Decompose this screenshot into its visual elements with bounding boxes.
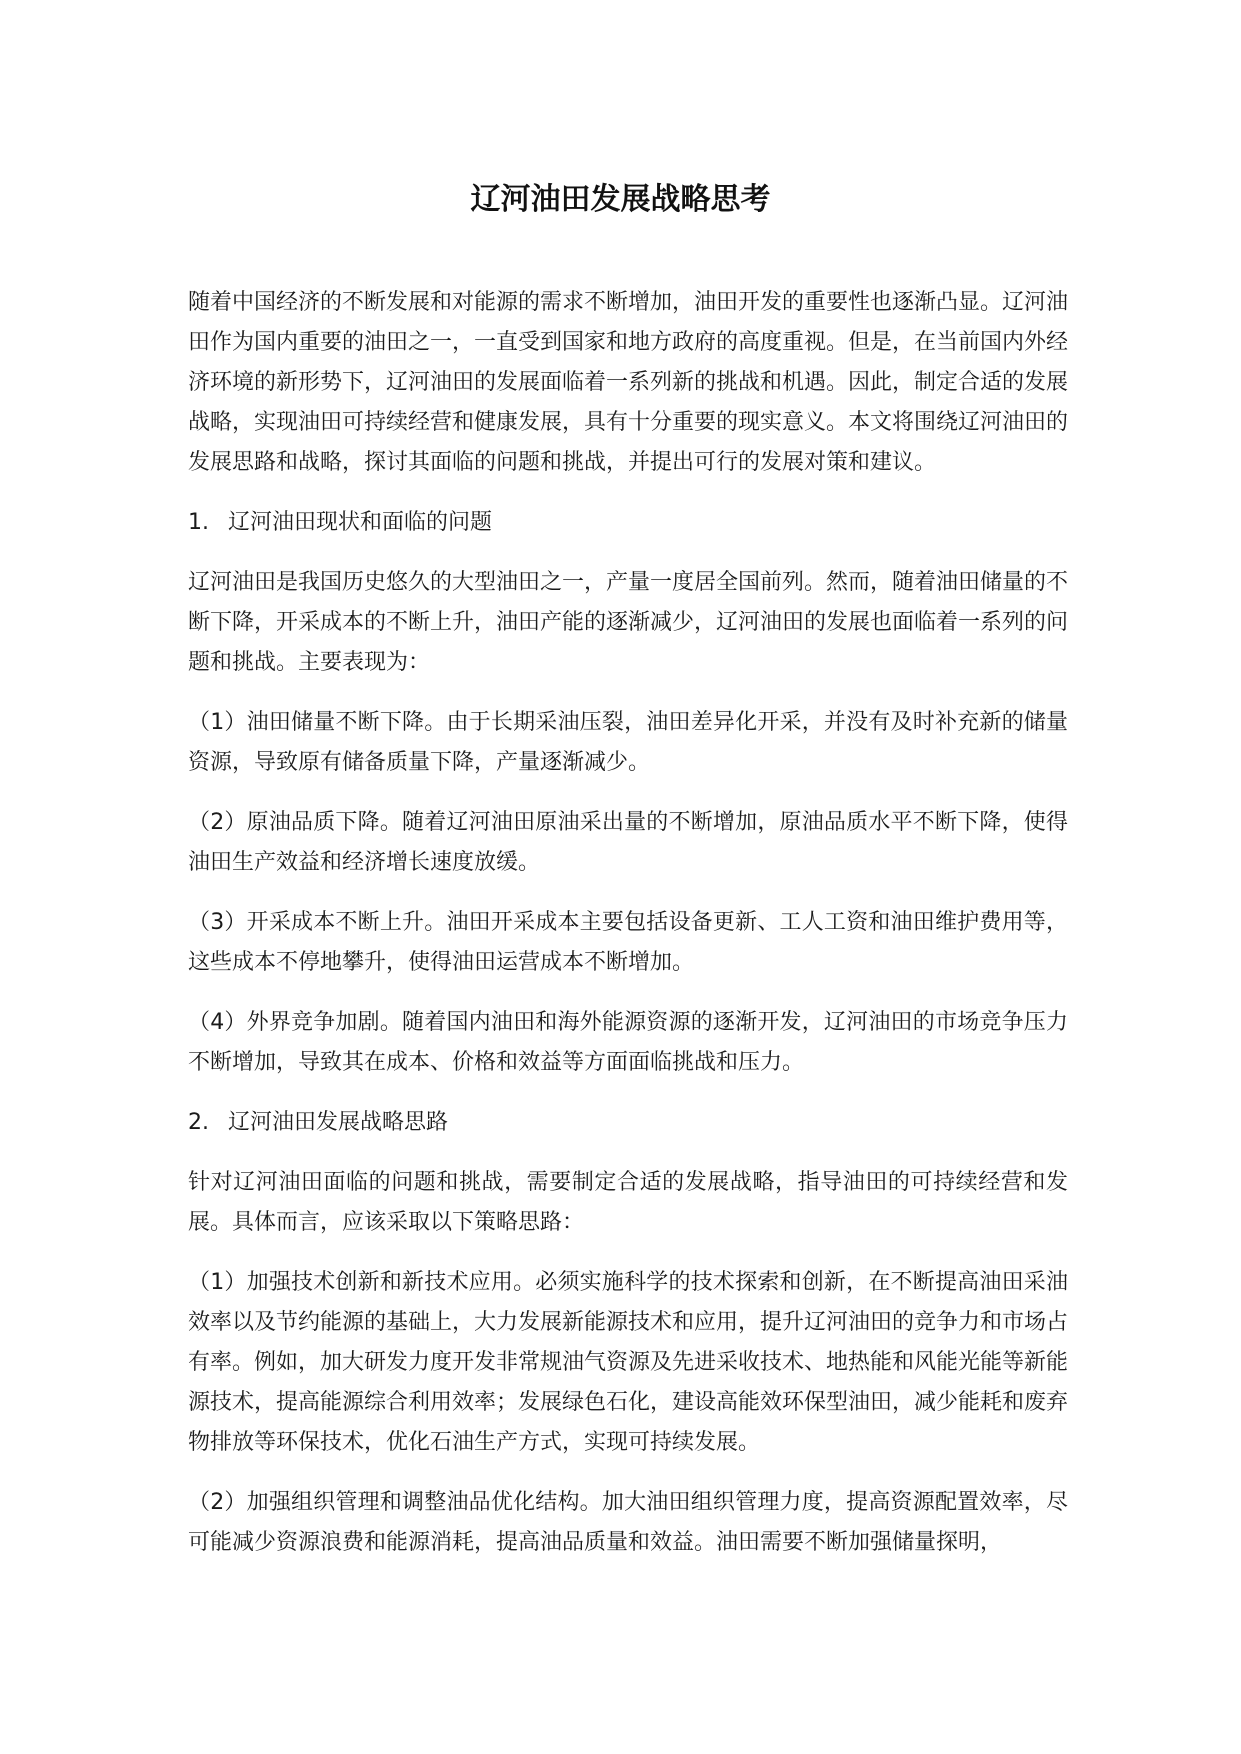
document-title: 辽河油田发展战略思考 [470,182,771,217]
section-2-heading [188,1103,1068,1143]
intro-paragraph: 随着中国经济的不断发展和对能源的需求不断增加，油田开发的重要性也逐渐凸显。辽河油田作为国内重要的油田之一，一直受到国家和地方政府的高度重视。但是，在当前国内外经济环境的新形势下，辽河油田的发展面临着一系列新的挑战和机遇。因此，制定合适的发展战略，实现油田可持续经营和健康发展，具有十分重要的现实意义。本文将围绕辽河油田的发展思路和战略，探讨其面临的问题和挑战，并提出可行的发展对策和建议。 [188,290,1069,475]
section-2-item-1: （1）加强技术创新和新技术应用。必须实施科学的技术探索和创新，在不断提高油田采油效率以及节约能源的基础上，大力发展新能源技术和应用，提升辽河油田的竞争力和市场占有率。例如，加大研发力度开发非常规油气资源及先进采收技术、地热能和风能光能等新能源技术，提高能源综合利用效率；发展绿色石化，建设高能效环保型油田，减少能耗和废弃物排放等环保技术，优化石油生产方式，实现可持续发展。 [188,1270,1069,1455]
section-1-item-4: （4）外界竞争加剧。随着国内油田和海外能源资源的逐渐开发，辽河油田的市场竞争压力不断增加，导致其在成本、价格和效益等方面面临挑战和压力。 [188,1010,1068,1075]
section-1-heading [188,503,1068,543]
document-body [188,283,1068,1583]
section-1-item-3: （3）开采成本不断上升。油田开采成本主要包括设备更新、工人工资和油田维护费用等，这些成本不停地攀升，使得油田运营成本不断增加。 [188,910,1068,975]
section-1-item-1: （1）油田储量不断下降。由于长期采油压裂，油田差异化开采，并没有及时补充新的储量资源，导致原有储备质量下降，产量逐渐减少。 [188,710,1068,775]
section-1-item-2: （2）原油品质下降。随着辽河油田原油采出量的不断增加，原油品质水平不断下降，使得油田生产效益和经济增长速度放缓。 [188,810,1068,875]
section-1-title: 辽河油田现状和面临的问题 [228,510,493,535]
section-2-number: 2. [188,1110,209,1135]
section-2-lead: 针对辽河油田面临的问题和挑战，需要制定合适的发展战略，指导油田的可持续经营和发展。具体而言，应该采取以下策略思路： [188,1170,1068,1235]
section-2-title: 辽河油田发展战略思路 [228,1110,449,1135]
section-2-item-2: （2）加强组织管理和调整油品优化结构。加大油田组织管理力度，提高资源配置效率，尽可能减少资源浪费和能源消耗，提高油品质量和效益。油田需要不断加强储量探明， [188,1490,1068,1555]
section-1-number: 1. [188,510,209,535]
section-1-lead: 辽河油田是我国历史悠久的大型油田之一，产量一度居全国前列。然而，随着油田储量的不断下降，开采成本的不断上升，油田产能的逐渐减少，辽河油田的发展也面临着一系列的问题和挑战。主要表现为： [188,570,1069,675]
